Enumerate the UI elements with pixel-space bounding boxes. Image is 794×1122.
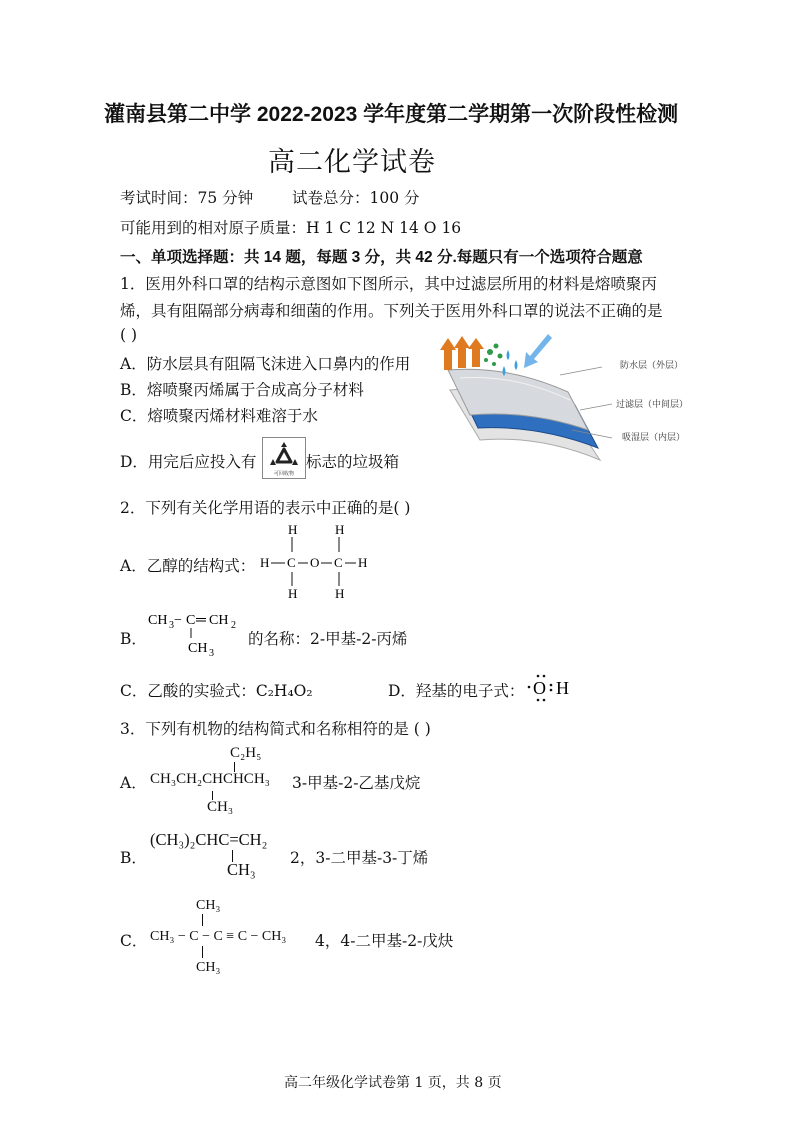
atomic-masses: 可能用到的相对原子质量：H 1 C 12 N 14 O 16 xyxy=(120,219,462,237)
q2-option-c[interactable]: C．乙酸的实验式：C₂H₄O₂ xyxy=(120,682,313,700)
q1-option-a[interactable]: A．防水层具有阻隔飞沫进入口鼻内的作用 xyxy=(120,355,411,373)
q1-option-d-suffix[interactable]: 标志的垃圾箱 xyxy=(306,453,400,471)
q3-c-top-group: CH₃ xyxy=(196,898,221,913)
svg-text:3: 3 xyxy=(169,620,174,631)
svg-text:C: C xyxy=(334,555,343,570)
q3-a-main-chain: CH₃CH₂CHCHCH₃ xyxy=(150,771,270,787)
q1-stem-line1: 1．医用外科口罩的结构示意图如下图所示，其中过滤层所用的材料是熔喷聚丙 xyxy=(120,275,657,293)
svg-text:CH: CH xyxy=(188,641,208,656)
q3-option-a-label[interactable]: A． xyxy=(120,774,147,792)
exam-title: 灌南县第二中学 2022-2023 学年度第二学期第一次阶段性检测 xyxy=(104,103,679,126)
q2-stem: 2．下列有关化学用语的表示中正确的是( ) xyxy=(120,499,411,517)
svg-text:═: ═ xyxy=(196,613,206,628)
svg-text:CH: CH xyxy=(209,613,229,628)
svg-text:−: − xyxy=(174,613,182,628)
ethanol-structure xyxy=(258,522,378,602)
svg-text:H: H xyxy=(288,522,298,537)
svg-text:H: H xyxy=(358,555,368,570)
q3-a-top-group: C₂H₅ xyxy=(230,745,262,761)
q3-c-bottom-group: CH₃ xyxy=(196,960,221,975)
svg-text:H: H xyxy=(335,586,345,601)
q1-stem-line2: 烯，具有阻隔部分病毒和细菌的作用。下列关于医用外科口罩的说法不正确的是 xyxy=(120,302,663,320)
exam-time: 考试时间：75 分钟 xyxy=(120,189,254,207)
svg-text:CH: CH xyxy=(148,613,168,628)
svg-text:H: H xyxy=(335,522,345,537)
q3-b-name: 2，3-二甲基-3-丁烯 xyxy=(290,849,429,867)
q2-option-b-label[interactable]: B． xyxy=(120,630,147,648)
svg-text:H: H xyxy=(556,678,569,698)
page-footer: 高二年级化学试卷第 1 页，共 8 页 xyxy=(284,1075,502,1091)
svg-text:C: C xyxy=(186,613,196,628)
svg-text:H: H xyxy=(260,555,270,570)
svg-text:C: C xyxy=(287,555,296,570)
q1-option-c[interactable]: C．熔喷聚丙烯材料难溶于水 xyxy=(120,407,318,425)
q1-option-d-prefix[interactable]: D．用完后应投入有 xyxy=(120,453,257,471)
q3-c-main-chain: CH₃ − C − C ≡ C − CH₃ xyxy=(150,929,287,944)
svg-text:O: O xyxy=(310,555,320,570)
svg-text:O: O xyxy=(533,678,546,698)
section-heading: 一、单项选择题：共 14 题，每题 3 分，共 42 分.每题只有一个选项符合题意 xyxy=(120,249,643,266)
q3-a-bottom-group: CH₃ xyxy=(207,799,234,815)
q3-a-name: 3-甲基-2-乙基戊烷 xyxy=(292,774,421,792)
total-score: 试卷总分：100 分 xyxy=(292,189,420,207)
q2-option-a-label[interactable]: A．乙醇的结构式： xyxy=(120,557,256,575)
q1-option-b[interactable]: B．熔喷聚丙烯属于合成高分子材料 xyxy=(120,381,364,399)
recycle-label: 可回收物 xyxy=(273,472,295,477)
recycle-sign xyxy=(262,437,306,479)
q2-option-d-label[interactable]: D．羟基的电子式： xyxy=(388,682,525,700)
exam-subtitle: 高二化学试卷 xyxy=(268,147,436,178)
q3-option-b-label[interactable]: B． xyxy=(120,849,147,867)
svg-text:H: H xyxy=(288,586,298,601)
q3-b-bottom-group: CH₃ xyxy=(227,860,256,879)
q1-answer-blank: ( ) xyxy=(120,326,138,344)
q2-option-b-name: 的名称：2-甲基-2-丙烯 xyxy=(248,630,408,648)
recycle-icon xyxy=(263,438,305,478)
q3-b-main-chain: (CH₃)₂CHC=CH₂ xyxy=(150,830,268,849)
q3-stem: 3．下列有机物的结构简式和名称相符的是 ( ) xyxy=(120,720,431,738)
mask-structure-figure xyxy=(430,330,720,470)
hydroxyl-electron-formula xyxy=(524,672,580,702)
propene-structure xyxy=(148,608,248,658)
label-middle-layer: 过滤层（中间层） xyxy=(616,399,689,409)
svg-text:3: 3 xyxy=(209,648,214,658)
label-inner-layer: 吸湿层（内层） xyxy=(622,432,686,442)
label-outer-layer: 防水层（外层） xyxy=(620,360,684,370)
svg-text:2: 2 xyxy=(231,620,236,631)
q3-option-c-label[interactable]: C． xyxy=(120,932,148,950)
q3-c-name: 4，4-二甲基-2-戊炔 xyxy=(315,932,454,950)
